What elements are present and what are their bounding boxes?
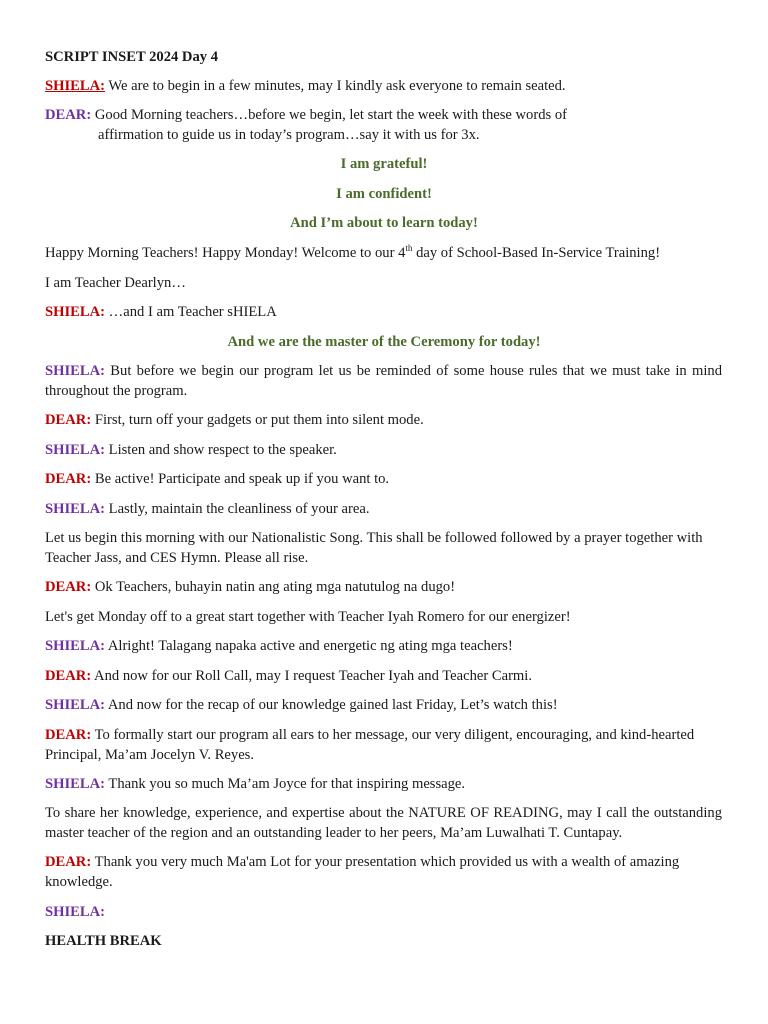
line-shiela-intro: SHIELA: …and I am Teacher sHIELA <box>45 304 277 320</box>
line-roll-call: DEAR: And now for our Roll Call, may I request Teacher Iyah and Teacher Carmi. <box>45 668 532 684</box>
speaker-shiela: SHIELA: <box>45 697 106 713</box>
line-dearlyn: I am Teacher Dearlyn… <box>45 275 186 291</box>
line-share-knowledge: To share her knowledge, experience, and expertise about the NATURE OF READING, may I call the outstanding master teacher of the region and an outstanding leader to her peers, Ma’am Luwalhati T. Cuntapay. <box>45 805 722 841</box>
line-dear-affirmation: DEAR: Good Morning teachers…before we begin, let start the week with these words of affirmation to guide us in today’s program…say it with us for 3x. <box>45 107 567 143</box>
affirmation-3: And I’m about to learn today! <box>290 215 478 231</box>
doc-title: SCRIPT INSET 2024 Day 4 <box>45 49 219 65</box>
speaker-dear: DEAR: <box>45 107 92 123</box>
speaker-dear: DEAR: <box>45 727 92 743</box>
speaker-shiela: SHIELA: <box>45 304 106 320</box>
speaker-dear: DEAR: <box>45 854 92 870</box>
line-recap: SHIELA: And now for the recap of our knowledge gained last Friday, Let’s watch this! <box>45 697 558 713</box>
line-alright: SHIELA: Alright! Talagang napaka active and energetic ng ating mga teachers! <box>45 638 513 654</box>
line-rule-2: SHIELA: Listen and show respect to the speaker. <box>45 442 337 458</box>
speaker-shiela: SHIELA: <box>45 776 106 792</box>
speaker-shiela: SHIELA: <box>45 363 106 379</box>
speaker-dear: DEAR: <box>45 668 92 684</box>
affirmation-1: I am grateful! <box>340 156 428 172</box>
line-welcome: Happy Morning Teachers! Happy Monday! Welcome to our 4th day of School-Based In-Service Training! <box>45 243 661 261</box>
speaker-dear: DEAR: <box>45 412 92 428</box>
line-thanks-lot: DEAR: Thank you very much Ma'am Lot for your presentation which provided us with a wealth of amazing knowledge. <box>45 854 680 890</box>
line-shiela-welcome: SHIELA: We are to begin in a few minutes, may I kindly ask everyone to remain seated. <box>45 78 566 94</box>
affirmation-2: I am confident! <box>336 186 432 202</box>
speaker-dear: DEAR: <box>45 471 92 487</box>
speaker-shiela: SHIELA: <box>45 904 106 920</box>
speaker-shiela: SHIELA: <box>45 78 106 94</box>
line-house-rules-intro: SHIELA: But before we begin our program let us be reminded of some house rules that we must take in mind throughout the program. <box>45 363 722 399</box>
line-buhayin: DEAR: Ok Teachers, buhayin natin ang ating mga natutulog na dugo! <box>45 579 456 595</box>
health-break-heading: HEALTH BREAK <box>45 933 162 949</box>
line-master-ceremony: And we are the master of the Ceremony for today! <box>227 334 541 350</box>
speaker-shiela: SHIELA: <box>45 442 106 458</box>
line-nationalistic-song: Let us begin this morning with our Nationalistic Song. This shall be followed followed by a prayer together with Teacher Jass, and CES Hymn. Please all rise. <box>45 530 703 566</box>
speaker-shiela: SHIELA: <box>45 501 106 517</box>
line-rule-4: SHIELA: Lastly, maintain the cleanliness of your area. <box>45 501 370 517</box>
speaker-shiela: SHIELA: <box>45 638 106 654</box>
line-shiela-empty <box>45 903 722 923</box>
line-principal-message: DEAR: To formally start our program all ears to her message, our very diligent, encouraging, and kind-hearted Principal, Ma’am Jocelyn V. Reyes. <box>45 727 695 763</box>
speaker-dear: DEAR: <box>45 579 92 595</box>
line-thanks-joyce: SHIELA: Thank you so much Ma’am Joyce for that inspiring message. <box>45 776 466 792</box>
line-energizer: Let's get Monday off to a great start together with Teacher Iyah Romero for our energizer! <box>45 609 571 625</box>
line-rule-3: DEAR: Be active! Participate and speak up if you want to. <box>45 471 390 487</box>
line-rule-1: DEAR: First, turn off your gadgets or put them into silent mode. <box>45 412 424 428</box>
